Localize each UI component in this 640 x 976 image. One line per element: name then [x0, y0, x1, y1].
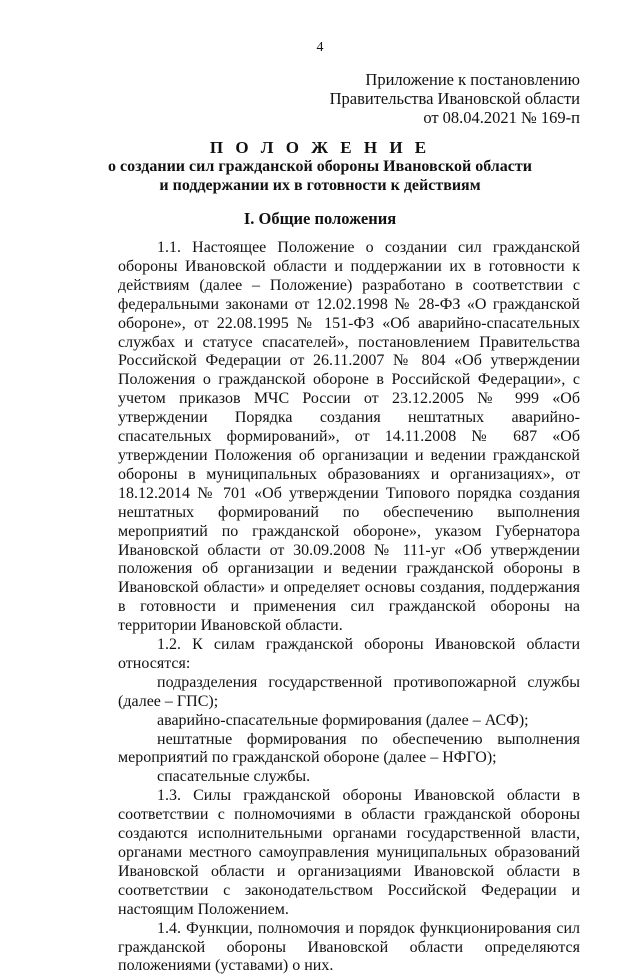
appendix-line-1: Приложение к постановлению [365, 70, 580, 89]
title-line-3: и поддержании их в готовности к действиям [159, 177, 481, 194]
paragraph-1-3: 1.3. Силы гражданской обороны Ивановской области в соответствии с полномочиями в области гражданской обороны создаются исполнительными органами государственной власти, органами местного самоуправления муниципальных образований Ивановской области и организациями Ивановской области в соответствии с законодательством Российской Федерации и настоящим Положением. [118, 787, 580, 918]
list-item-rescue-services: спасательные службы. [157, 768, 311, 786]
appendix-line-3: от 08.04.2021 № 169-п [423, 108, 580, 127]
section-heading: I. Общие положения [243, 209, 397, 228]
appendix-line-2: Правительства Ивановской области [329, 89, 580, 108]
title-line-2: о создании сил гражданской обороны Ивановской области [108, 158, 532, 175]
paragraph-1-4: 1.4. Функции, полномочия и порядок функционирования сил гражданской обороны Ивановской области определяются положениями (уставами) о них. [118, 919, 580, 975]
appendix-reference [330, 70, 580, 127]
paragraph-1-2: 1.2. К силам гражданской обороны Ивановской области относятся: [118, 636, 580, 672]
document-title [0, 138, 640, 195]
list-item-gps: подразделения государственной противопожарной службы (далее – ГПС); [118, 673, 580, 710]
list-item-nfgo: нештатные формирования по обеспечению выполнения мероприятий по гражданской обороне (далее – НФГО); [118, 730, 580, 767]
section-body [118, 239, 580, 976]
paragraph-1-1: 1.1. Настоящее Положение о создании сил гражданской обороны Ивановской области и поддержании их в готовности к действиям (далее – Положение) разработано в соответствии с федеральными законами от 12.02.1998 № 28-ФЗ «О гражданской обороне», от 22.08.1995 № 151-ФЗ «Об аварийно-спасательных службах и статусе спасателей», постановлением Правительства Российской Федерации от 26.11.2007 № 804 «Об утверждении Положения о гражданской обороне в Российской Федерации», с учетом приказов МЧС России от 23.12.2005 № 999 «Об утверждении Порядка создания нештатных аварийно-спасательных формирований», от 14.11.2008 № 687 «Об утверждении Положения об организации и ведении гражданской обороны в муниципальных образованиях и организациях», от 18.12.2014 № 701 «Об утверждении Типового порядка создания нештатных формирований по обеспечению выполнения мероприятий по гражданской обороне», указом Губернатора Ивановской области от 30.09.2008 № 111-уг «Об утверждении положения об организации и ведении гражданской обороны в Ивановской области» и определяет основы создания, поддержания в готовности и применения сил гражданской обороны на территории Ивановской области. [118, 239, 580, 635]
page-number: 4 [316, 40, 324, 55]
list-item-asf: аварийно-спасательные формирования (далее – АСФ); [157, 711, 529, 729]
title-main: П О Л О Ж Е Н И Е [209, 138, 431, 157]
